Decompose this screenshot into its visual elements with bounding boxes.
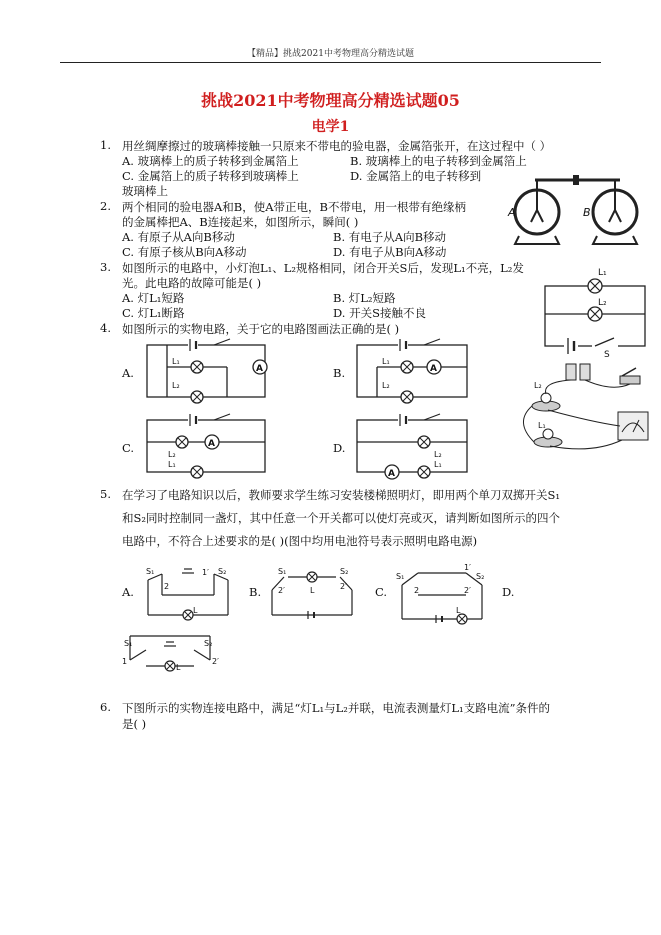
option-c: C. 有原子核从B向A移动 (122, 245, 247, 259)
lamp-l2-label: L₂ (382, 381, 390, 390)
option-a: A. (122, 366, 134, 380)
ammeter-label: A (430, 364, 437, 374)
q5-circuit-b (262, 565, 362, 621)
switch-s2-label: S₂ (476, 572, 485, 581)
option-b: B. 玻璃棒上的电子转移到金属箔上 (350, 154, 527, 168)
switch-s1-label: S₁ (124, 639, 133, 648)
question-number: 1. (100, 138, 111, 152)
lamp-l1-label: L₁ (172, 357, 180, 366)
terminal-2p-label: 2′ (212, 657, 219, 666)
lamp-label: L (176, 663, 181, 672)
option-d-cont: 玻璃棒上 (122, 184, 168, 198)
question-stem-line2: 和S₂同时控制同一盏灯，其中任意一个开关都可以使灯亮或灭，请判断如图所示的四个 (122, 511, 560, 525)
q4-physical-circuit (512, 362, 652, 457)
switch-s2-label: S₂ (204, 639, 213, 648)
q5-circuit-a (138, 565, 238, 621)
electroscope-b-label: B (583, 206, 591, 219)
question-stem-line2: 是( ) (122, 717, 147, 731)
lamp-label: L (456, 606, 461, 615)
question-stem-line2: 光。此电路的故障可能是( ) (122, 276, 262, 290)
question-number: 4. (100, 321, 111, 335)
option-c: C. (122, 441, 135, 455)
question-stem: 如图所示的实物电路，关于它的电路图画法正确的是( ) (122, 322, 400, 336)
lamp-label: L (193, 606, 198, 615)
question-number: 3. (100, 260, 111, 274)
question-stem-line2: 的金属棒把A、B连接起来，如图所示，瞬间( ) (122, 215, 359, 229)
q4-circuit-d (352, 415, 482, 477)
lamp-l1-label: L₁ (598, 268, 607, 278)
question-stem: 用丝绸摩擦过的玻璃棒接触一只原来不带电的验电器，金属箔张开，在这过程中（ ） (122, 139, 552, 153)
option-b: B. (333, 366, 346, 380)
paper-title: 挑战2021中考物理高分精选试题05 (201, 91, 460, 110)
lamp-l1-label: L₁ (538, 421, 546, 430)
terminal-2p-label: 2′ (340, 582, 347, 591)
option-c: C. 金属箔上的质子转移到玻璃棒上 (122, 169, 299, 183)
terminal-2p-label: 2′ (278, 586, 285, 595)
option-a: A. 有原子从A向B移动 (122, 230, 235, 244)
option-c: C. 灯L₁断路 (122, 306, 185, 320)
switch-s-label: S (604, 350, 610, 360)
terminal-1-label: 1 (122, 657, 128, 666)
terminal-2-label: 2 (414, 586, 420, 595)
question-number: 6. (100, 700, 111, 714)
q4-circuit-b (352, 340, 482, 402)
question-stem-line1: 在学习了电路知识以后，教师要求学生练习安装楼梯照明灯，即用两个单刀双掷开关S₁ (122, 488, 560, 502)
option-c: C. (375, 585, 388, 599)
option-d: D. 金属箔上的电子转移到 (350, 169, 482, 183)
section-title: 电学1 (311, 119, 350, 135)
option-d: D. (502, 585, 515, 599)
option-b: B. 灯L₂短路 (333, 291, 396, 305)
lamp-l1-label: L₁ (168, 460, 176, 469)
question-stem-line3: 电路中，不符合上述要求的是( )(图中均用电池符号表示照明电路电源) (122, 534, 478, 548)
lamp-l2-label: L₂ (598, 298, 607, 308)
option-b: B. (249, 585, 262, 599)
switch-s1-label: S₁ (278, 567, 287, 576)
ammeter-label: A (256, 364, 263, 374)
lamp-l2-label: L₂ (434, 450, 442, 459)
terminal-2p-label: 2′ (464, 586, 471, 595)
q4-circuit-c (142, 415, 272, 477)
header-divider (60, 62, 601, 63)
question-number: 5. (100, 487, 111, 501)
terminal-1p-label: 1′ (202, 568, 209, 577)
q4-circuit-a (142, 340, 272, 402)
lamp-l2-label: L₂ (534, 381, 542, 390)
switch-s1-label: S₁ (396, 572, 405, 581)
terminal-1p-label: 1′ (464, 563, 471, 572)
question-stem-line1: 如图所示的电路中，小灯泡L₁、L₂规格相同，闭合开关S后，发现L₁不亮，L₂发 (122, 261, 524, 275)
lamp-l2-label: L₂ (172, 381, 180, 390)
q3-circuit-diagram (540, 268, 650, 360)
electroscope-figure (505, 172, 655, 247)
option-d: D. 开关S接触不良 (333, 306, 426, 320)
question-stem-line1: 两个相同的验电器A和B，使A带正电，B不带电，用一根带有绝缘柄 (122, 200, 467, 214)
terminal-2-label: 2 (164, 582, 170, 591)
q5-circuit-d (120, 630, 220, 680)
option-d: D. (333, 441, 346, 455)
lamp-l2-label: L₂ (168, 450, 176, 459)
page-header: 【精品】挑战2021中考物理高分精选试题 (247, 49, 414, 59)
electroscope-a-label: A (508, 206, 516, 219)
option-d: D. 有电子从B向A移动 (333, 245, 447, 259)
question-number: 2. (100, 199, 111, 213)
ammeter-label: A (388, 469, 395, 479)
lamp-l1-label: L₁ (434, 460, 442, 469)
question-stem-line1: 下图所示的实物连接电路中，满足“灯L₁与L₂并联，电流表测量灯L₁支路电流”条件的 (122, 701, 550, 715)
lamp-l1-label: L₁ (382, 357, 390, 366)
option-a: A. (122, 585, 134, 599)
option-a: A. 玻璃棒上的质子转移到金属箔上 (122, 154, 299, 168)
lamp-label: L (310, 586, 315, 595)
option-a: A. 灯L₁短路 (122, 291, 185, 305)
ammeter-label: A (208, 439, 215, 449)
q5-circuit-c (392, 565, 492, 625)
option-b: B. 有电子从A向B移动 (333, 230, 447, 244)
switch-s1-label: S₁ (146, 567, 155, 576)
switch-s2-label: S₂ (218, 567, 227, 576)
switch-s2-label: S₂ (340, 567, 349, 576)
